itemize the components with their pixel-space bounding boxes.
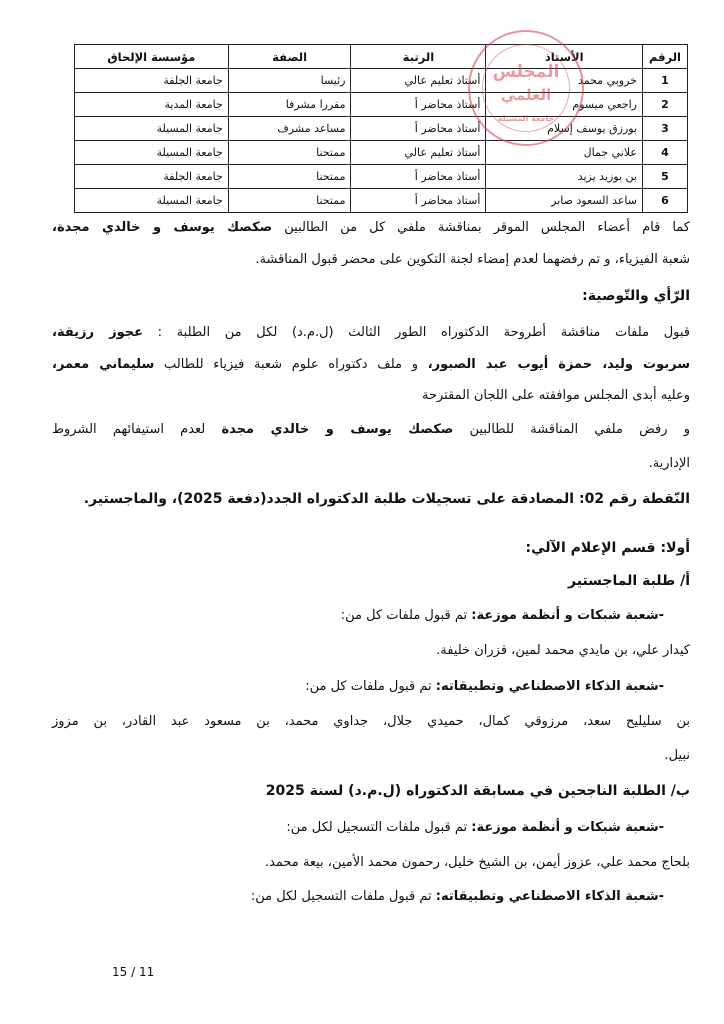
institution: جامعة المسيلة [75, 141, 229, 165]
col-professor-header: الأستاذ [486, 45, 643, 69]
student-names: صكصك يوسف و خالدي مجدة، [52, 220, 273, 235]
specialty-name: -شعبة الذكاء الاصطناعي وتطبيقاته: [435, 889, 664, 904]
committee-table [74, 44, 688, 213]
col-rank-header: الرتبة [351, 45, 486, 69]
opinion-heading: الرّأي والتّوصية: [582, 288, 690, 304]
rank: أستاذ محاضر أ [351, 117, 486, 141]
col-role-header: الصفة [228, 45, 351, 69]
role: مساعد مشرف [228, 117, 351, 141]
text: و رفض ملفي المناقشة للطالبين [453, 422, 690, 437]
paragraph-line: وعليه أبدى المجلس موافقته على اللجان المقترحة [421, 388, 690, 403]
page-number: 15 / 11 [112, 965, 155, 979]
section-b-heading: ب/ الطلبة الناجحين في مسابقة الدكتوراه (ل.م.د) لسنة 2025 [265, 783, 690, 799]
text: و ملف دكتوراه علوم شعبة فيزياء للطالب [154, 357, 428, 372]
institution: جامعة الجلفة [75, 69, 229, 93]
specialty-line [52, 818, 664, 838]
names-line: بلحاج محمد علي، عزوز أيمن، بن الشيخ خليل، رحمون محمد الأمين، بيعة محمد. [264, 855, 690, 870]
institution: جامعة المدية [75, 93, 229, 117]
paragraph-line [52, 323, 690, 343]
professor-name: بن بوزيد يزيد [486, 165, 643, 189]
institution: جامعة الجلفة [75, 165, 229, 189]
paragraph-line: الإدارية. [648, 456, 690, 471]
professor-name: خروبي محمد [486, 69, 643, 93]
role: ممتحنا [228, 165, 351, 189]
specialty-name: -شعبة شبكات و أنظمة موزعة: [471, 820, 664, 835]
rank: أستاذ تعليم عالي [351, 141, 486, 165]
student-names: سربوت وليد، حمزة أيوب عبد الصبور، [427, 357, 691, 372]
role: ممتحنا [228, 141, 351, 165]
text: قبول ملفات مناقشة أطروحة الدكتوراه الطور الثالث (ل.م.د) لكل من الطلبة : [142, 325, 690, 340]
col-number-header: الرقم [643, 45, 688, 69]
table-row [75, 165, 688, 189]
specialty-name: -شعبة شبكات و أنظمة موزعة: [471, 608, 664, 623]
paragraph-line [52, 355, 690, 375]
text: كما قام أعضاء المجلس الموقر بمناقشة ملفي كل من الطالبين [272, 220, 691, 235]
text: تم قبول ملفات التسجيل لكل من: [286, 820, 472, 835]
student-names: عجوز رزيقة، [52, 325, 143, 340]
professor-name: راجعي ميسوم [486, 93, 643, 117]
rank: أستاذ محاضر أ [351, 189, 486, 213]
names-line: بن سليليح سعد، مرزوقي كمال، حميدي جلال، جداوي محمد، بن مسعود عبد القادر، بن مزوز [52, 714, 690, 729]
text: تم قبول ملفات التسجيل لكل من: [250, 889, 436, 904]
stamp-line-2: العلمي [500, 86, 552, 104]
text: تم قبول ملفات كل من: [340, 608, 472, 623]
table-row [75, 141, 688, 165]
paragraph-line [52, 420, 690, 440]
table-row [75, 93, 688, 117]
table-header-row [75, 45, 688, 69]
stamp-line-3: جامعة المسيلة [497, 114, 555, 123]
table-row [75, 69, 688, 93]
row-number: 5 [643, 165, 688, 189]
stamp-line-1: المجلس [492, 62, 560, 82]
role: رئيسا [228, 69, 351, 93]
names-line: كيدار علي، بن مايدي محمد لمين، قزران خليفة. [436, 643, 690, 658]
text: لعدم استيفائهم الشروط [52, 422, 222, 437]
institution: جامعة المسيلة [75, 189, 229, 213]
row-number: 1 [643, 69, 688, 93]
col-institution-header: مؤسسة الإلحاق [75, 45, 229, 69]
specialty-name: -شعبة الذكاء الاصطناعي وتطبيقاته: [435, 679, 664, 694]
section-first-heading: أولا: قسم الإعلام الآلي: [525, 540, 690, 556]
role: ممتحنا [228, 189, 351, 213]
row-number: 6 [643, 189, 688, 213]
paragraph-line [52, 218, 690, 238]
rank: أستاذ تعليم عالي [351, 69, 486, 93]
institution: جامعة المسيلة [75, 117, 229, 141]
student-names: سليماني معمر، [52, 357, 155, 372]
student-names: صكصك يوسف و خالدي مجدة [221, 422, 454, 437]
paragraph-line: شعبة الفيزياء، و تم رفضهما لعدم إمضاء لجنة التكوين على محضر قبول المناقشة. [255, 252, 690, 267]
table-row [75, 117, 688, 141]
rank: أستاذ محاضر أ [351, 165, 486, 189]
row-number: 3 [643, 117, 688, 141]
professor-name: علاني جمال [486, 141, 643, 165]
table-row [75, 189, 688, 213]
row-number: 4 [643, 141, 688, 165]
row-number: 2 [643, 93, 688, 117]
text: تم قبول ملفات كل من: [305, 679, 436, 694]
specialty-line [52, 887, 664, 907]
specialty-line [52, 606, 664, 626]
professor-name: ساعد السعود صابر [486, 189, 643, 213]
point-2-heading: النّقطة رقم 02: المصادقة على تسجيلات طلبة الدكتوراه الجدد(دفعة 2025)، والماجستير. [83, 491, 690, 507]
role: مقررا مشرفا [228, 93, 351, 117]
names-line: نبيل. [664, 748, 690, 763]
specialty-line [52, 677, 664, 697]
rank: أستاذ محاضر أ [351, 93, 486, 117]
professor-name: بورزق يوسف إسلام [486, 117, 643, 141]
section-a-heading: أ/ طلبة الماجستير [568, 573, 690, 589]
